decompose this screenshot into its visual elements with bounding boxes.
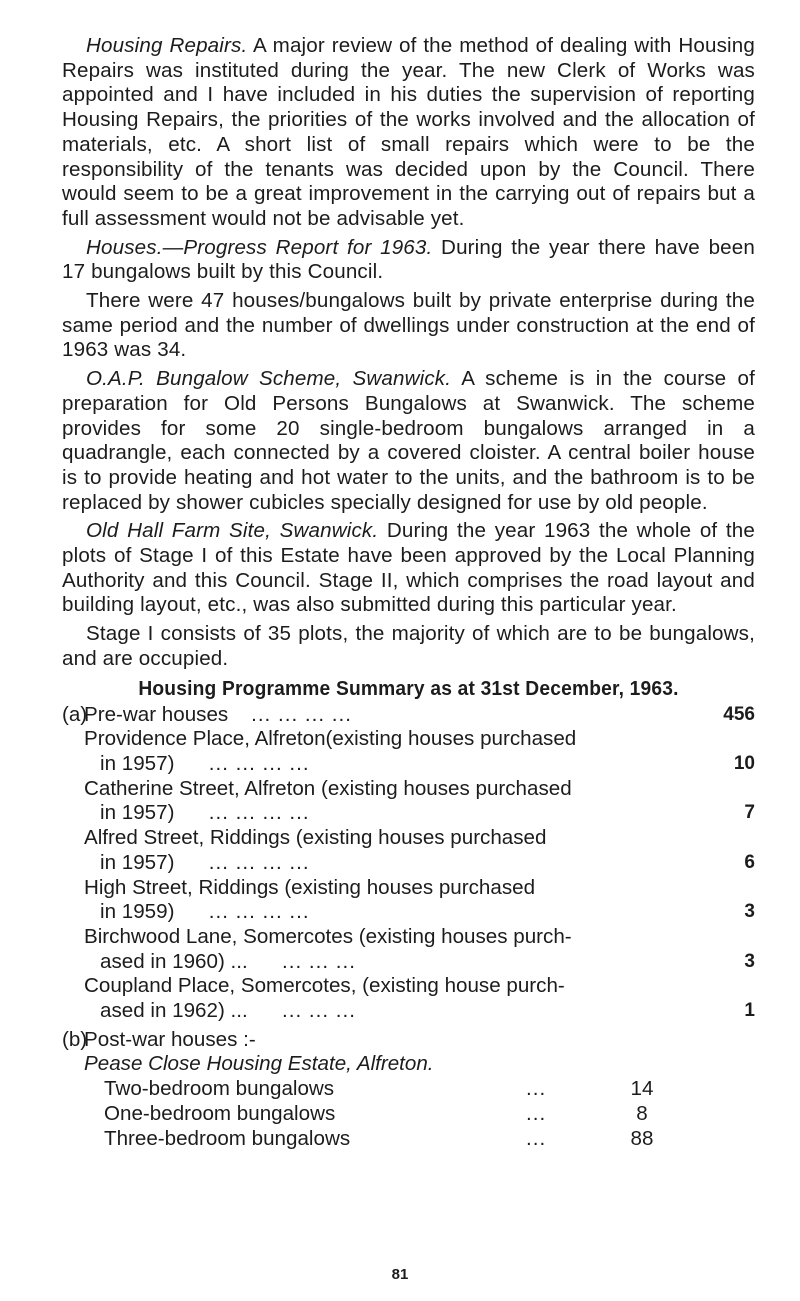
- paragraph-old-hall-farm: [62, 519, 755, 618]
- paragraph-progress-report: [62, 236, 755, 285]
- row-dots: ...: [526, 1126, 547, 1150]
- paragraph-text: A major review of the method of dealing with Housing Repairs was instituted during the year. The new Clerk of Works was appointed and I have included in his duties the supervision of reporting Housing Repairs, the priorities of the works involved and the allocation of materials, etc. A short list of small repairs which were to be the responsibility of the tenants was decided upon by the Council. There would seem to be a great improvement in the carrying out of repairs but a full assessment would not be advisable yet.: [62, 34, 755, 230]
- page-number: 81: [391, 1266, 409, 1283]
- row-dots: ...: [526, 1101, 547, 1125]
- paragraph-private-enterprise: [62, 289, 755, 363]
- paragraph-text: During the year there have been 17 bungalows built by this Council.: [62, 235, 755, 284]
- row-value: 3: [744, 950, 755, 972]
- paragraph-stage-one: [62, 622, 755, 671]
- row-value: 3: [744, 901, 755, 923]
- row-value: 456: [723, 703, 755, 725]
- summary-row: [62, 974, 755, 1023]
- pre-war-section: [62, 703, 755, 1024]
- row-label: Providence Place, Alfreton(existing houses purchased in 1957) ... ... ... ...: [84, 727, 577, 775]
- row-value: 7: [744, 802, 755, 824]
- row-label: Birchwood Lane, Somercotes (existing houses purch- ased in 1960) ... ... ... ...: [84, 924, 572, 973]
- summary-title: Housing Programme Summary as at 31st December, 1963.: [138, 677, 679, 700]
- paragraph-text: During the year 1963 the whole of the plots of Stage I of this Estate have been approved by the Local Planning Authority and this Council. Stage II, which comprises the road layout and building layout, etc., was also submitted during this particular year.: [62, 519, 755, 617]
- paragraph-oap-scheme: [62, 367, 755, 515]
- row-dots: ...: [526, 1077, 547, 1101]
- row-value: 88: [630, 1126, 654, 1150]
- section-marker-b: (b): [62, 1027, 88, 1051]
- estate-name: Pease Close Housing Estate, Alfreton.: [84, 1052, 434, 1076]
- paragraph-heading: Houses.—Progress Report for 1963.: [86, 235, 433, 259]
- body-text: [62, 34, 755, 672]
- row-label: Three-bedroom bungalows: [104, 1126, 351, 1150]
- paragraph-text: There were 47 houses/bungalows built by private enterprise during the same period and the number of dwellings under construction at the end of 1963 was 34.: [62, 289, 755, 362]
- post-war-section: [62, 1028, 755, 1152]
- row-label: Two-bedroom bungalows: [104, 1077, 335, 1101]
- row-label: Coupland Place, Somercotes, (existing house purch- ased in 1962) ... ... ... ...: [84, 974, 565, 1023]
- row-value: 1: [744, 1000, 755, 1022]
- paragraph-heading: Housing Repairs.: [86, 34, 248, 57]
- bungalow-row: [62, 1127, 755, 1152]
- summary-row: [62, 925, 755, 974]
- summary-row: [62, 703, 755, 728]
- row-value: 8: [636, 1101, 648, 1125]
- paragraph-heading: O.A.P. Bungalow Scheme, Swanwick.: [86, 367, 452, 391]
- row-label: Alfred Street, Riddings (existing houses purchased in 1957) ... ... ... ...: [84, 826, 547, 874]
- row-value: 6: [744, 851, 755, 873]
- paragraph-text: Stage I consists of 35 plots, the majority of which are to be bungalows, and are occupied.: [62, 622, 755, 670]
- paragraph-text: A scheme is in the course of preparation for Old Persons Bungalows at Swanwick. The scheme provides for some 20 single-bedroom bungalows arranged in a quadrangle, each connected by a covered cloister. A central boiler house is to provide heating and hot water to the units, and the bathroom is to be replaced by shower cubicles specially designed for use by old people.: [62, 367, 755, 514]
- row-label: One-bedroom bungalows: [104, 1101, 336, 1125]
- summary-row: [62, 826, 755, 875]
- paragraph-housing-repairs: [62, 34, 755, 232]
- bungalow-row: [62, 1102, 755, 1127]
- bungalow-row: [62, 1077, 755, 1102]
- summary-row: [62, 777, 755, 826]
- paragraph-heading: Old Hall Farm Site, Swanwick.: [86, 519, 379, 543]
- row-label: Pre-war houses ... ... ... ...: [84, 702, 352, 726]
- section-marker-a: (a): [62, 702, 88, 726]
- row-label: High Street, Riddings (existing houses purchased in 1959) ... ... ... ...: [84, 875, 536, 924]
- post-war-label: Post-war houses :-: [84, 1027, 256, 1051]
- row-value: 10: [733, 752, 755, 774]
- summary-row: [62, 876, 755, 925]
- summary-row: [62, 727, 755, 776]
- row-value: 14: [630, 1077, 654, 1101]
- row-label: Catherine Street, Alfreton (existing houses purchased in 1957) ... ... ... ...: [84, 776, 572, 825]
